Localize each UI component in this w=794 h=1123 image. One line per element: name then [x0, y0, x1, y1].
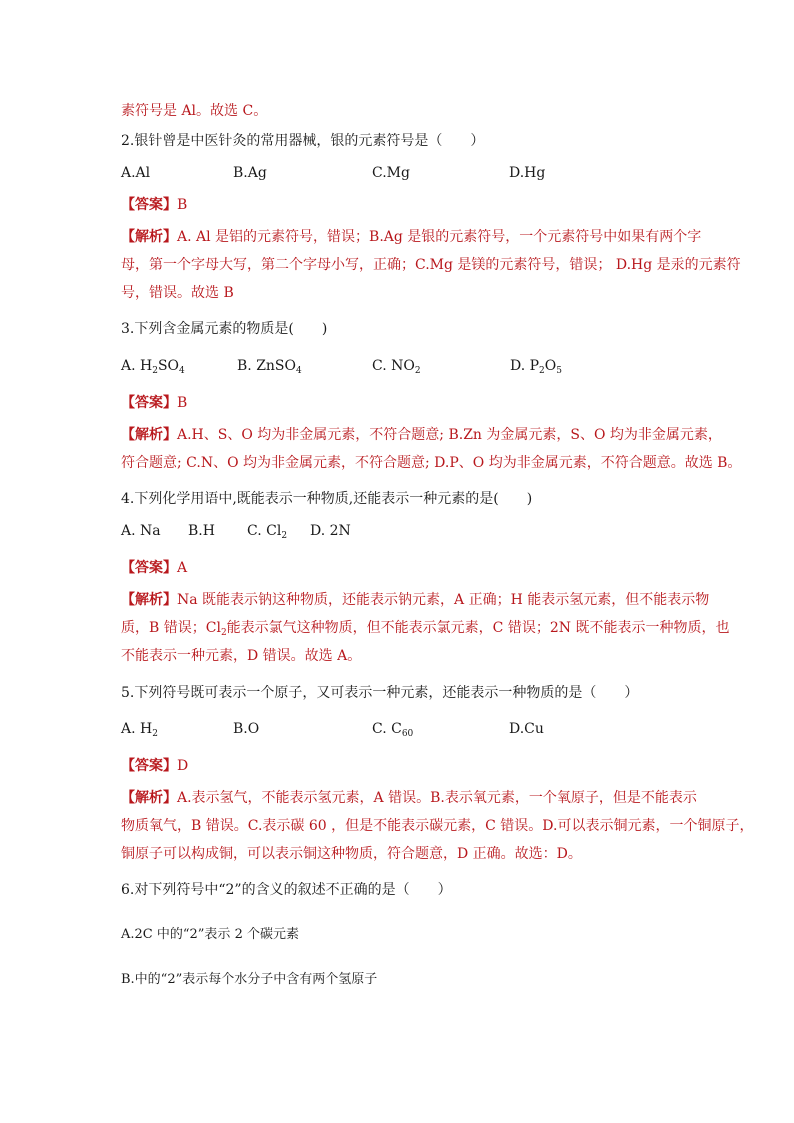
formula-part: O: [544, 358, 557, 374]
question-3-option-b: [237, 356, 302, 376]
question-5-option-d: D.Cu: [509, 721, 544, 737]
question-2-analysis-line-2: 母，第一个字母大写，第二个字母小写，正确；C.Mg 是镁的元素符号，错误； D.Hg 是汞的元素符: [121, 257, 741, 273]
question-2-option-d: D.Hg: [509, 165, 546, 181]
formula-subscript: 2: [220, 628, 227, 638]
question-6-stem: 6.对下列符号中“2”的含义的叙述不正确的是（ ）: [121, 882, 452, 898]
formula-subscript: 60: [401, 729, 414, 739]
analysis-text: A.表示氢气，不能表示氢元素，A 错误。B.表示氧元素，一个氧原子，但是不能表示: [177, 790, 697, 806]
question-4-analysis-line-2: [121, 618, 729, 638]
question-4-stem: 4.下列化学用语中,既能表示一种物质,还能表示一种元素的是( ): [121, 491, 533, 507]
question-5-option-a: [121, 719, 158, 739]
formula-part: C. C: [372, 721, 402, 737]
question-3-option-a: [121, 356, 185, 376]
answer-value: B: [177, 395, 188, 411]
formula-subscript: 2: [281, 531, 288, 541]
analysis-text: 质，B 错误；Cl: [121, 620, 221, 636]
question-3-stem: 3.下列含金属元素的物质是( ): [121, 321, 328, 337]
formula-part: A. H: [121, 721, 153, 737]
answer-label: 【答案】: [121, 560, 177, 576]
formula-part: C. Cl: [247, 523, 282, 539]
question-4-option-d: D. 2N: [310, 523, 351, 539]
question-4-analysis-line-1: [121, 590, 711, 610]
answer-value: B: [177, 197, 188, 213]
analysis-label: 【解析】: [121, 229, 177, 245]
question-4-option-b: B.H: [188, 523, 215, 539]
question-2-analysis-line-1: [121, 227, 711, 247]
question-4-option-c: [247, 521, 287, 541]
question-3-option-d: [510, 356, 562, 376]
question-6-option-a: A.2C 中的“2”表示 2 个碳元素: [121, 927, 299, 942]
formula-subscript: 2: [152, 366, 158, 376]
analysis-text: 能表示氯气这种物质，但不能表示氯元素，C 错误；2N 既不能表示一种物质，也: [226, 620, 730, 636]
formula-subscript: 4: [179, 366, 185, 376]
analysis-label: 【解析】: [121, 592, 177, 608]
question-2-analysis-line-3: 号，错误。故选 B: [121, 285, 234, 301]
analysis-label: 【解析】: [121, 427, 177, 443]
question-5-option-c: [372, 719, 413, 739]
question-4-analysis-line-3: 不能表示一种元素，D 错误。故选 A。: [121, 648, 362, 664]
question-5-stem: 5.下列符号既可表示一个原子，又可表示一种元素，还能表示一种物质的是（ ）: [121, 685, 639, 701]
answer-label: 【答案】: [121, 395, 177, 411]
question-5-option-b: B.O: [233, 721, 260, 737]
formula-part: A. H: [121, 358, 153, 374]
formula-part: B. ZnSO: [237, 358, 297, 374]
question-2-option-a: A.Al: [121, 165, 151, 181]
question-3-analysis-line-2: 符合题意; C.N、O 均为非金属元素，不符合题意; D.P、O 均为非金属元素，不符合题意。故选 B。: [121, 455, 742, 471]
answer-label: 【答案】: [121, 758, 177, 774]
analysis-text: Na 既能表示钠这种物质，还能表示钠元素，A 正确；H 能表示氢元素，但不能表示物: [177, 592, 710, 608]
question-6-option-b: B.中的“2”表示每个水分子中含有两个氢原子: [121, 972, 378, 987]
question-3-answer: [121, 393, 187, 413]
answer-label: 【答案】: [121, 197, 177, 213]
question-2-option-b: B.Ag: [233, 165, 267, 181]
formula-subscript: 2: [539, 366, 545, 376]
analysis-text: A.H、S、O 均为非金属元素，不符合题意; B.Zn 为金属元素，S、O 均为非金属元素，: [177, 427, 722, 443]
question-2-stem: 2.银针曾是中医针灸的常用器械，银的元素符号是（ ）: [121, 133, 485, 149]
formula-subscript: 2: [414, 366, 421, 376]
formula-subscript: 2: [152, 729, 158, 739]
formula-part: C. NO: [372, 358, 415, 374]
formula-subscript: 4: [296, 366, 302, 376]
question-5-answer: [121, 756, 188, 776]
previous-analysis-tail: 素符号是 Al。故选 C。: [121, 103, 268, 119]
question-4-answer: [121, 558, 187, 578]
formula-subscript: 5: [556, 366, 562, 376]
formula-part: D. P: [510, 358, 540, 374]
question-3-option-c: [372, 356, 421, 376]
question-2-answer: [121, 195, 187, 215]
analysis-label: 【解析】: [121, 790, 177, 806]
analysis-text: A. Al 是铝的元素符号，错误；B.Ag 是银的元素符号，一个元素符号中如果有两个字: [177, 229, 702, 245]
question-2-option-c: C.Mg: [372, 165, 410, 181]
question-5-analysis-line-1: [121, 788, 711, 808]
answer-value: D: [177, 758, 189, 774]
question-5-analysis-line-2: 物质氧气，B 错误。C.表示碳 60 ，但是不能表示碳元素，C 错误。D.可以表示铜元素，一个铜原子，: [121, 818, 754, 834]
question-4-option-a: A. Na: [121, 523, 161, 539]
question-5-analysis-line-3: 铜原子可以构成铜，可以表示铜这种物质，符合题意，D 正确。故选：D。: [121, 846, 582, 862]
answer-value: A: [177, 560, 188, 576]
formula-part: SO: [157, 358, 180, 374]
question-3-analysis-line-1: [121, 425, 722, 445]
